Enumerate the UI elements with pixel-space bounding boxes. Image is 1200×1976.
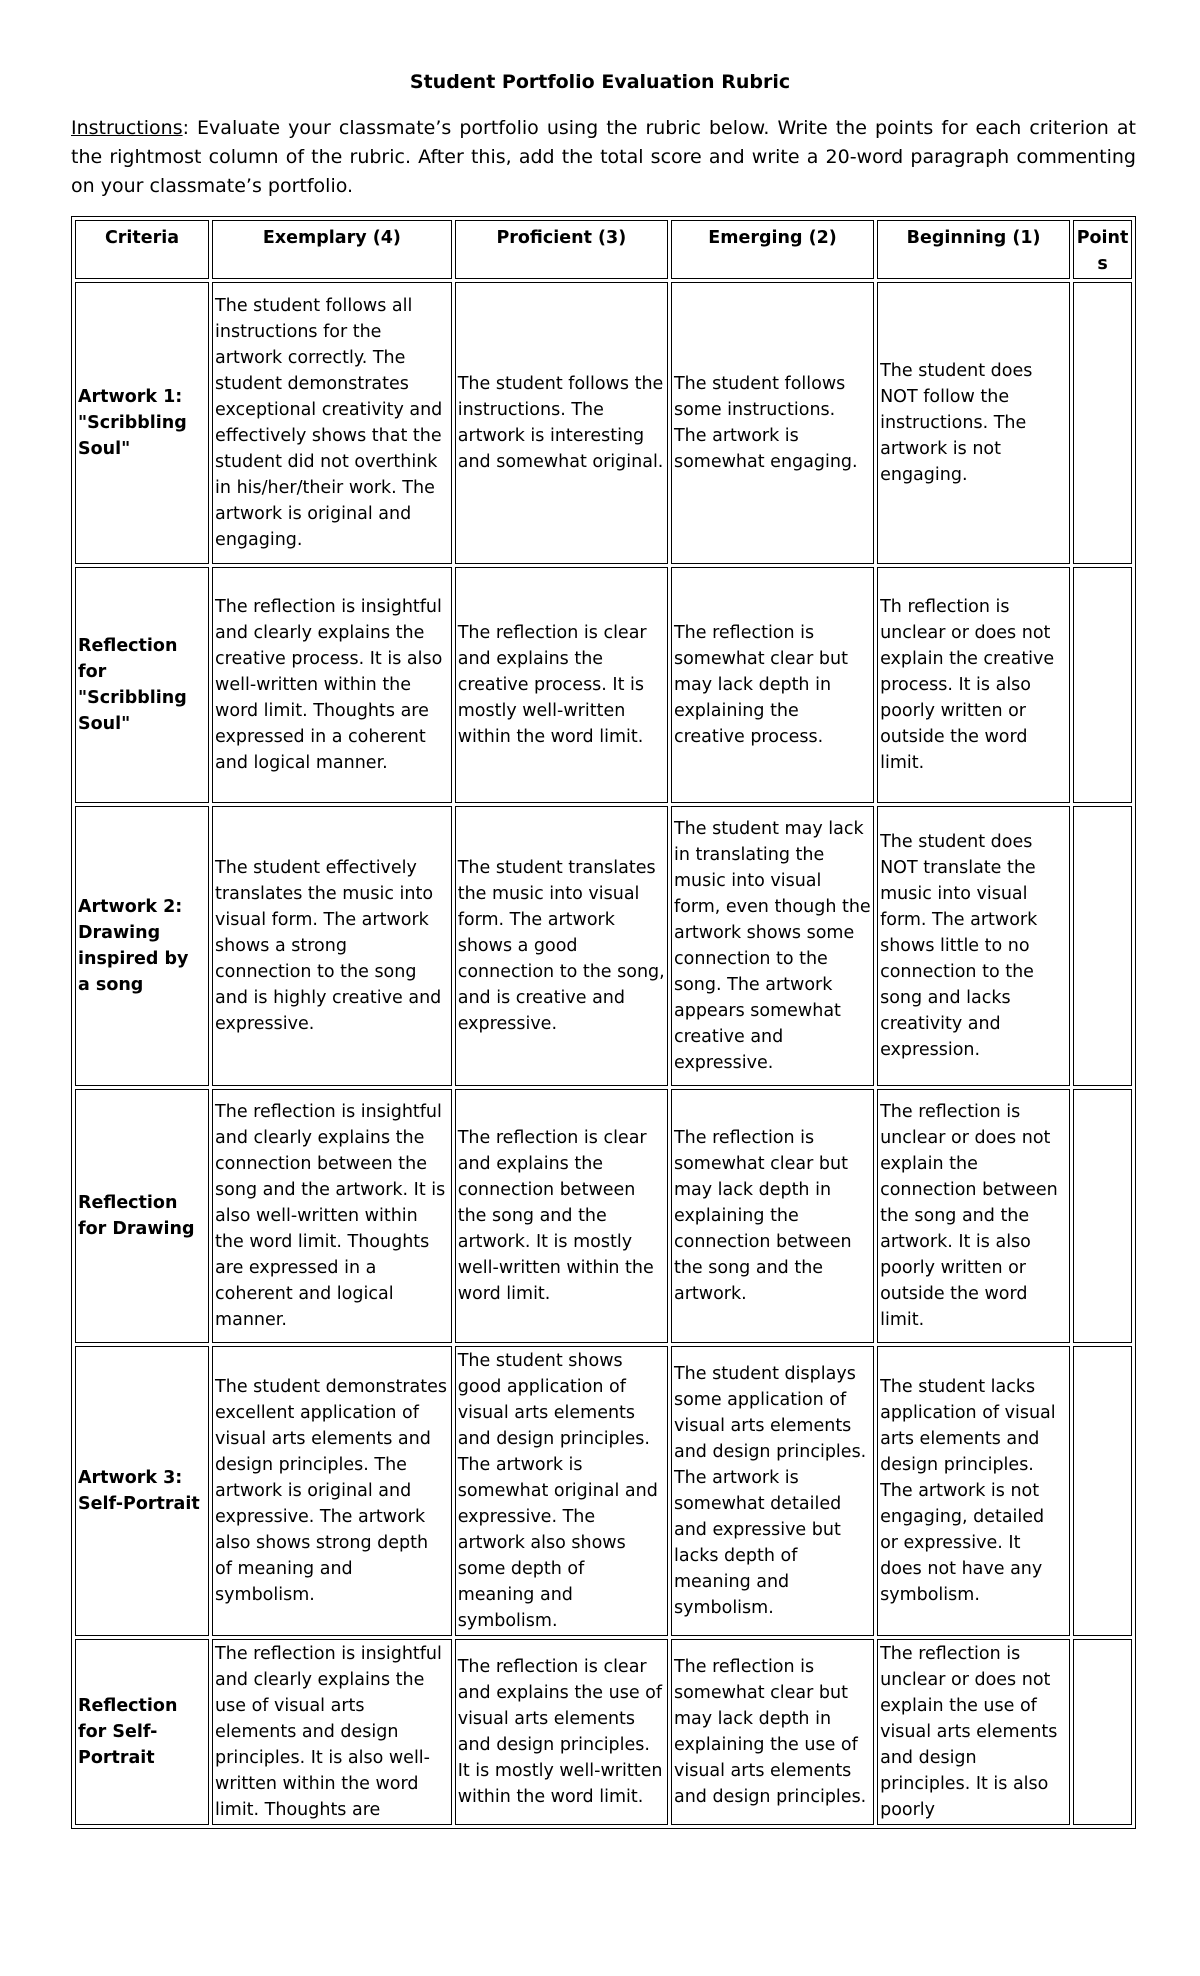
table-row xyxy=(75,1639,1132,1825)
beginning-cell: The reflection is unclear or does not explain the use of visual arts elements and design principles. It is also poorly xyxy=(877,1639,1070,1825)
emerging-cell: The reflection is somewhat clear but may lack depth in explaining the use of visual arts elements and design principles. xyxy=(671,1639,874,1825)
criteria-cell: Artwork 2: Drawing inspired by a song xyxy=(75,806,209,1086)
criteria-cell: Artwork 1: "Scribbling Soul" xyxy=(75,282,209,564)
beginning-cell: The student does NOT translate the music into visual form. The artwork shows little to no connection to the song and lacks creativity and expression. xyxy=(877,806,1070,1086)
emerging-cell: The student may lack in translating the music into visual form, even though the artwork shows some connection to the song. The artwork appears somewhat creative and expressive. xyxy=(671,806,874,1086)
table-row xyxy=(75,1089,1132,1343)
header-row xyxy=(75,220,1132,279)
criteria-cell: Reflection for "Scribbling Soul" xyxy=(75,567,209,803)
points-cell[interactable] xyxy=(1073,567,1132,803)
header-beginning: Beginning (1) xyxy=(877,220,1070,279)
table-row xyxy=(75,282,1132,564)
points-cell[interactable] xyxy=(1073,1346,1132,1636)
emerging-cell: The reflection is somewhat clear but may lack depth in explaining the creative process. xyxy=(671,567,874,803)
proficient-cell: The student translates the music into visual form. The artwork shows a good connection to the song, and is creative and expressive. xyxy=(455,806,668,1086)
instructions-text: : Evaluate your classmate’s portfolio using the rubric below. Write the points for each criterion at the rightmost column of the rubric. After this, add the total score and write a 20-word paragraph commenting on your classmate’s portfolio. xyxy=(71,117,1136,197)
emerging-cell: The reflection is somewhat clear but may lack depth in explaining the connection between the song and the artwork. xyxy=(671,1089,874,1343)
emerging-cell: The student displays some application of visual arts elements and design principles. The artwork is somewhat detailed and expressive but lacks depth of meaning and symbolism. xyxy=(671,1346,874,1636)
proficient-cell: The student follows the instructions. The artwork is interesting and somewhat original. xyxy=(455,282,668,564)
exemplary-cell: The reflection is insightful and clearly explains the use of visual arts elements and design principles. It is also well-written within the word limit. Thoughts are xyxy=(212,1639,452,1825)
proficient-cell: The reflection is clear and explains the use of visual arts elements and design principles. It is mostly well-written within the word limit. xyxy=(455,1639,668,1825)
table-row xyxy=(75,1346,1132,1636)
criteria-cell: Reflection for Self-Portrait xyxy=(75,1639,209,1825)
instructions-label: Instructions xyxy=(71,117,183,139)
page-title: Student Portfolio Evaluation Rubric xyxy=(409,71,791,93)
header-criteria: Criteria xyxy=(75,220,209,279)
points-cell[interactable] xyxy=(1073,1639,1132,1825)
exemplary-cell: The student effectively translates the music into visual form. The artwork shows a strong connection to the song and is highly creative and expressive. xyxy=(212,806,452,1086)
points-cell[interactable] xyxy=(1073,806,1132,1086)
proficient-cell: The reflection is clear and explains the creative process. It is mostly well-written within the word limit. xyxy=(455,567,668,803)
proficient-cell: The student shows good application of visual arts elements and design principles. The artwork is somewhat original and expressive. The artwork also shows some depth of meaning and symbolism. xyxy=(455,1346,668,1636)
instructions xyxy=(71,114,1136,201)
beginning-cell: The reflection is unclear or does not explain the connection between the song and the artwork. It is also poorly written or outside the word limit. xyxy=(877,1089,1070,1343)
points-cell[interactable] xyxy=(1073,1089,1132,1343)
criteria-cell: Reflection for Drawing xyxy=(75,1089,209,1343)
header-emerging: Emerging (2) xyxy=(671,220,874,279)
rubric-table xyxy=(71,216,1136,1829)
table-row xyxy=(75,806,1132,1086)
exemplary-cell: The student follows all instructions for the artwork correctly. The student demonstrates exceptional creativity and effectively shows that the student did not overthink in his/her/their work. The artwork is original and engaging. xyxy=(212,282,452,564)
points-cell[interactable] xyxy=(1073,282,1132,564)
beginning-cell: Th reflection is unclear or does not explain the creative process. It is also poorly written or outside the word limit. xyxy=(877,567,1070,803)
header-proficient: Proficient (3) xyxy=(455,220,668,279)
beginning-cell: The student does NOT follow the instructions. The artwork is not engaging. xyxy=(877,282,1070,564)
proficient-cell: The reflection is clear and explains the connection between the song and the artwork. It is mostly well-written within the word limit. xyxy=(455,1089,668,1343)
exemplary-cell: The student demonstrates excellent application of visual arts elements and design principles. The artwork is original and expressive. The artwork also shows strong depth of meaning and symbolism. xyxy=(212,1346,452,1636)
header-points: Points xyxy=(1073,220,1132,279)
emerging-cell: The student follows some instructions. The artwork is somewhat engaging. xyxy=(671,282,874,564)
table-row xyxy=(75,567,1132,803)
exemplary-cell: The reflection is insightful and clearly explains the connection between the song and the artwork. It is also well-written within the word limit. Thoughts are expressed in a coherent and logical manner. xyxy=(212,1089,452,1343)
exemplary-cell: The reflection is insightful and clearly explains the creative process. It is also well-written within the word limit. Thoughts are expressed in a coherent and logical manner. xyxy=(212,567,452,803)
beginning-cell: The student lacks application of visual arts elements and design principles. The artwork is not engaging, detailed or expressive. It does not have any symbolism. xyxy=(877,1346,1070,1636)
criteria-cell: Artwork 3: Self-Portrait xyxy=(75,1346,209,1636)
header-exemplary: Exemplary (4) xyxy=(212,220,452,279)
